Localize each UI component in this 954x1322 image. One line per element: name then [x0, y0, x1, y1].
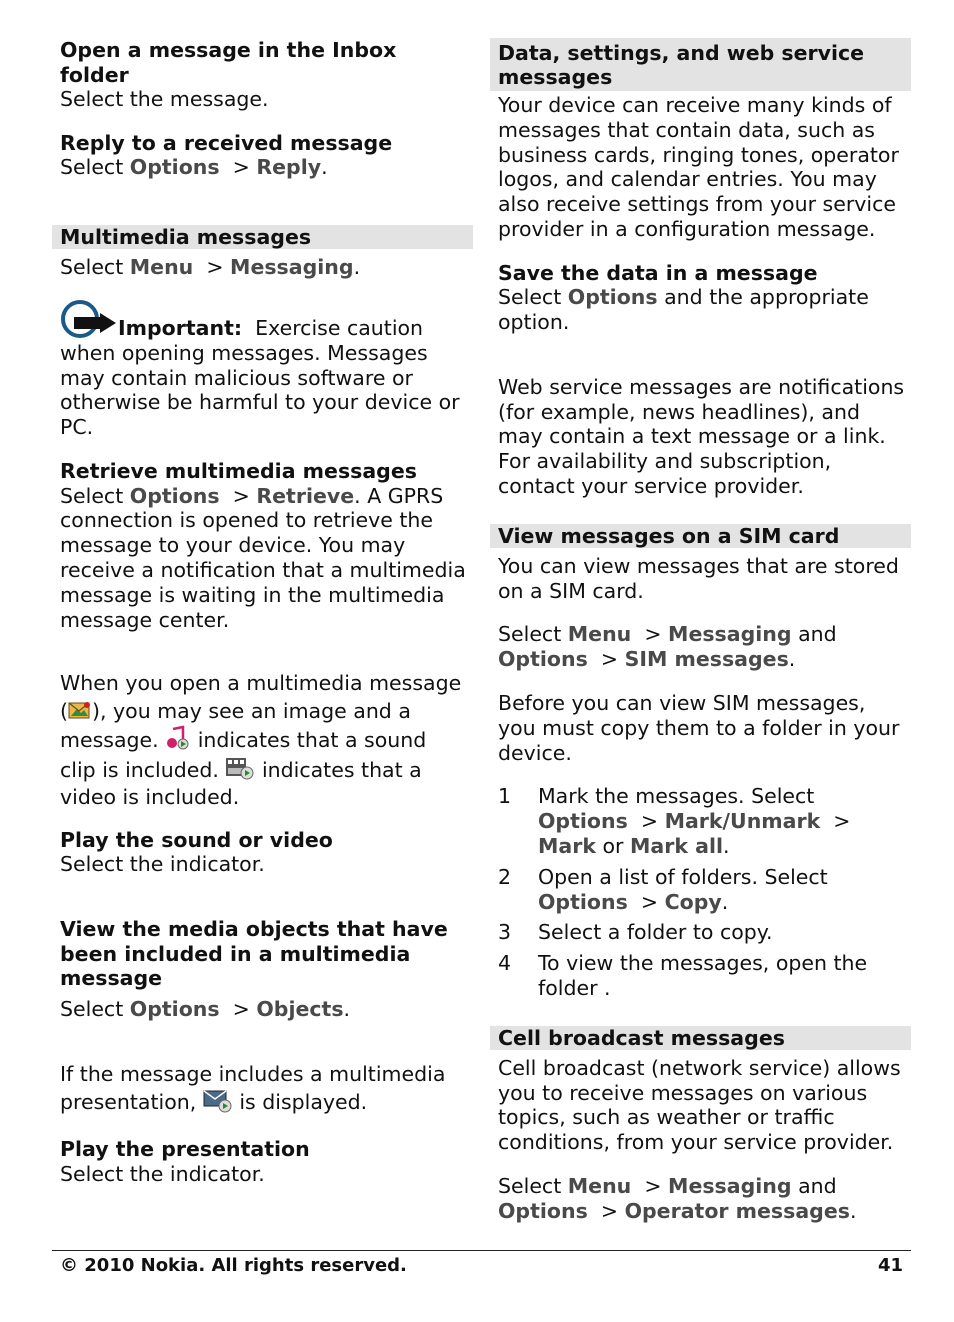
cell-broadcast-text: Cell broadcast (network service) allows you to receive messages on various topics, such as weather or traffic conditions, from your service provider.: [498, 1055, 901, 1155]
sim-select-text: Select Menu > Messaging and Options > SIM messages.: [498, 622, 837, 672]
web-service-text: Web service messages are notifications (for example, news headlines), and may contain a text message or a link. For availability and subscription, contact your service provider.: [498, 374, 905, 499]
before-view-text: Before you can view SIM messages, you must copy them to a folder in your device.: [498, 691, 900, 765]
retrieve-text: Select Options > Retrieve. A GPRS connection is opened to retrieve the message to your device. You may receive a notification that a multimedia message is waiting in the multimedia message center.: [60, 483, 466, 632]
steps-list: [498, 784, 905, 1000]
multimedia-message-icon: [68, 700, 92, 722]
copyright-text: © 2010 Nokia. All rights reserved.: [60, 1255, 407, 1276]
step-1: 1 Mark the messages. Select Options > Mark/Unmark > Mark or Mark all.: [498, 784, 851, 859]
heading-reply: Reply to a received message: [60, 130, 393, 155]
section-cell-broadcast: Cell broadcast messages: [490, 1026, 911, 1050]
important-hand-icon: [60, 299, 118, 341]
presentation-text: If the message includes a multimedia presentation, is displayed.: [60, 1062, 446, 1115]
reply-text: Select Options > Reply.: [60, 155, 328, 180]
page-footer: [52, 1250, 911, 1276]
video-clip-icon: [225, 755, 255, 781]
step-3: 3 Select a folder to copy.: [498, 920, 773, 945]
when-open-text: When you open a multimedia message ( ), you may see an image and a message. indicates that a sound clip is included. indicates that a video is included.: [60, 671, 462, 810]
presentation-icon: [203, 1087, 233, 1113]
sim-text: You can view messages that are stored on a SIM card.: [498, 553, 899, 603]
play-sound-text: Select the indicator.: [60, 852, 265, 877]
step-4: 4 To view the messages, open the folder .: [498, 951, 868, 1001]
important-note: Important: Exercise caution when opening messages. Messages may contain malicious software or otherwise be harmful to your device or PC.: [60, 299, 467, 440]
right-column: [490, 38, 911, 1224]
heading-play-presentation: Play the presentation: [60, 1137, 310, 1162]
heading-retrieve: Retrieve multimedia messages: [60, 459, 417, 484]
view-media-text: Select Options > Objects.: [60, 996, 351, 1021]
cell-select-text: Select Menu > Messaging and Options > Operator messages.: [498, 1174, 857, 1223]
mms-select-text: Select Menu > Messaging.: [60, 255, 361, 280]
heading-open-inbox: Open a message in the Inbox folder: [60, 38, 397, 87]
save-data-text: Select Options and the appropriate option.: [498, 285, 869, 335]
open-inbox-text: Select the message.: [60, 87, 269, 111]
heading-save-data: Save the data in a message: [498, 260, 818, 285]
heading-play-sound: Play the sound or video: [60, 827, 333, 852]
left-column: [52, 38, 473, 1187]
play-presentation-text: Select the indicator.: [60, 1161, 265, 1186]
page-number: 41: [877, 1255, 903, 1276]
section-multimedia-messages: Multimedia messages: [52, 225, 473, 249]
section-data-settings: Data, settings, and web service messages: [490, 38, 911, 91]
step-2: 2 Open a list of folders. Select Options > Copy.: [498, 864, 828, 914]
heading-view-media: View the media objects that have been included in a multimedia message: [60, 917, 448, 991]
sound-clip-icon: [165, 725, 191, 751]
section-sim-messages: View messages on a SIM card: [490, 524, 911, 548]
data-settings-text: Your device can receive many kinds of messages that contain data, such as business cards, ringing tones, operator logos, and calendar entries. You may also receive settings from your service provider in a configuration message.: [498, 93, 899, 241]
